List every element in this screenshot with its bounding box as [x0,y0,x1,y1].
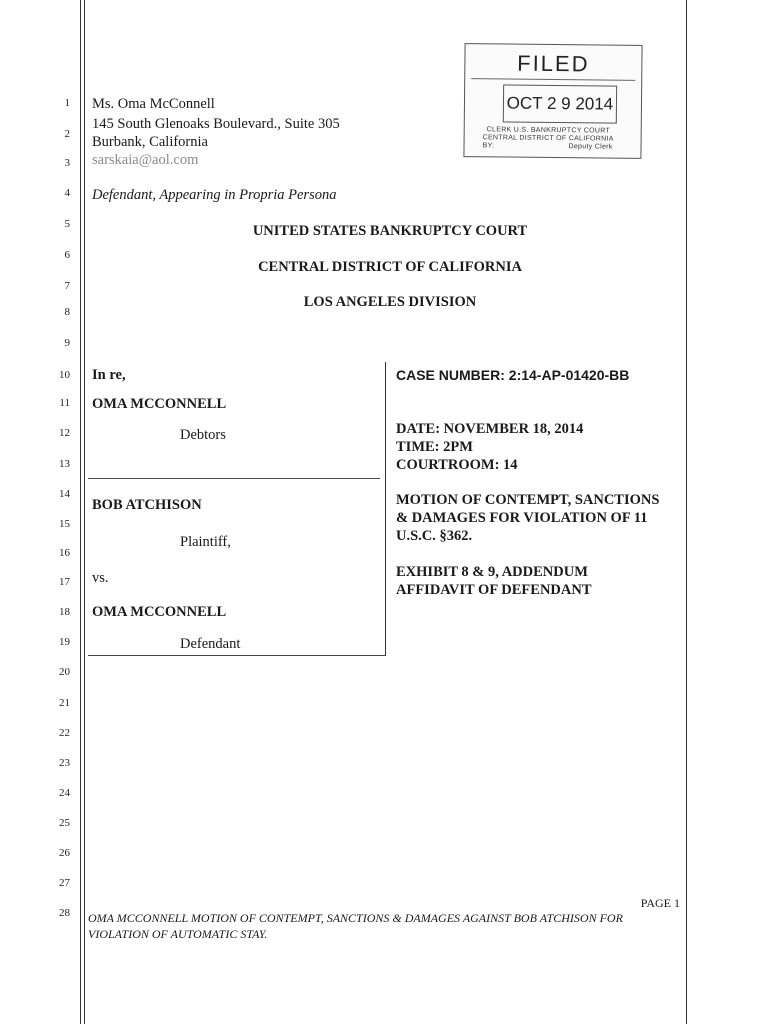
stamp-date: OCT 2 9 2014 [506,93,614,114]
line-number: 21 [59,697,70,709]
exhibit-title-line: AFFIDAVIT OF DEFENDANT [396,582,592,598]
line-number: 26 [59,847,70,859]
hearing-courtroom: COURTROOM: 14 [396,457,518,473]
line-number: 13 [59,458,70,470]
left-margin-rule-outer [80,0,81,1024]
motion-title-line: & DAMAGES FOR VIOLATION OF 11 [396,510,648,526]
right-margin-rule [686,0,687,1024]
line-number: 5 [64,218,70,230]
caption-defendant-role: Defendant [180,636,241,652]
line-number: 28 [59,907,70,919]
caption-debtor-name: OMA MCCONNELL [92,396,227,412]
line-number: 25 [59,817,70,829]
hearing-date: DATE: NOVEMBER 18, 2014 [396,421,584,437]
motion-title-line: MOTION OF CONTEMPT, SANCTIONS [396,492,660,508]
caption-vs: vs. [92,570,109,586]
exhibit-title-line: EXHIBIT 8 & 9, ADDENDUM [396,564,588,580]
line-number: 17 [59,576,70,588]
case-number: CASE NUMBER: 2:14-AP-01420-BB [396,367,630,383]
filer-address: 145 South Glenoaks Boulevard., Suite 305 [92,116,340,132]
caption-bottom-rule [88,655,386,656]
filer-role: Defendant, Appearing in Propria Persona [92,187,337,203]
line-number: 8 [64,306,70,318]
document-footer [88,910,678,942]
line-number: 20 [59,666,70,678]
line-number: 23 [59,757,70,769]
footer-title-line: OMA MCCONNELL MOTION OF CONTEMPT, SANCTIONS & DAMAGES AGAINST BOB ATCHISON FOR [88,911,623,925]
line-number: 24 [59,787,70,799]
stamp-divider [471,78,635,81]
caption-debtor-role: Debtors [180,427,226,443]
stamp-by-label: BY: [482,142,495,150]
left-margin-rule-inner [84,0,85,1024]
caption-plaintiff-role: Plaintiff, [180,534,231,550]
caption-divider [88,478,380,479]
caption-column-divider [385,362,386,656]
line-number: 3 [64,157,70,169]
stamp-filed-label: FILED [517,50,590,77]
line-number: 22 [59,727,70,739]
line-number: 4 [64,187,70,199]
stamp-clerk-line: CLERK U.S. BANKRUPTCY COURT [486,126,611,135]
line-number: 18 [59,606,70,618]
line-number: 6 [64,249,70,261]
line-number: 10 [59,369,70,381]
stamp-deputy-clerk: Deputy Clerk [568,143,613,151]
stamp-district-line: CENTRAL DISTRICT OF CALIFORNIA [482,134,614,143]
page-number: PAGE 1 [640,896,680,910]
filer-name: Ms. Oma McConnell [92,96,215,112]
caption-defendant-name: OMA MCCONNELL [92,604,227,620]
line-number: 27 [59,877,70,889]
motion-title-line: U.S.C. §362. [396,528,473,544]
footer-title-line: VIOLATION OF AUTOMATIC STAY. [88,927,268,941]
line-number: 11 [59,397,70,409]
line-number: 9 [64,337,70,349]
court-district: CENTRAL DISTRICT OF CALIFORNIA [258,259,522,275]
line-number: 12 [59,427,70,439]
filer-city: Burbank, California [92,134,208,150]
caption-in-re: In re, [92,367,126,383]
line-number: 7 [64,280,70,292]
line-number: 15 [59,518,70,530]
line-number: 14 [59,488,70,500]
caption-plaintiff-name: BOB ATCHISON [92,497,202,513]
line-number: 16 [59,547,70,559]
line-number: 1 [64,97,70,109]
hearing-time: TIME: 2PM [396,439,473,455]
line-number: 19 [59,636,70,648]
filed-stamp [463,43,642,159]
line-number: 2 [64,128,70,140]
court-division: LOS ANGELES DIVISION [303,294,477,310]
court-name: UNITED STATES BANKRUPTCY COURT [252,223,528,239]
stamp-date-box [503,84,617,123]
filer-email: sarskaia@aol.com [92,152,199,168]
